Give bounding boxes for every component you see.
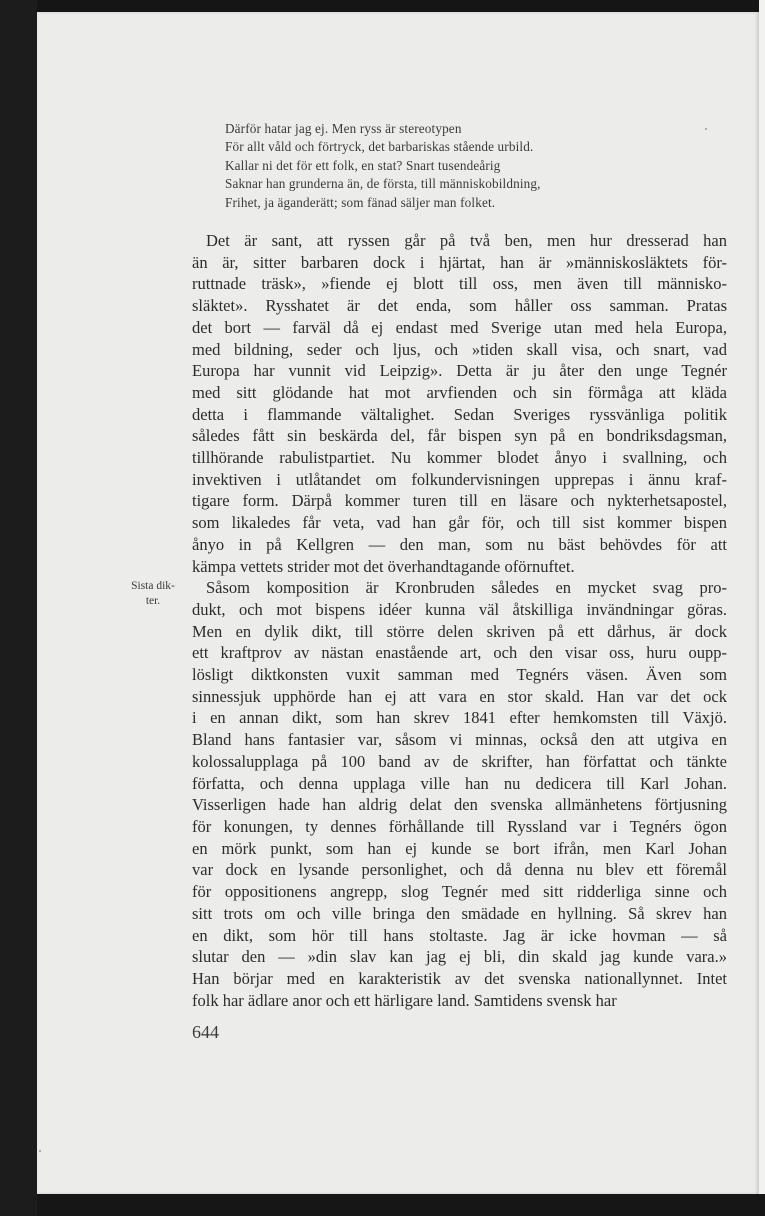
text-line: lösligt diktkonsten vuxit samman med Tegnérs väsen. Även som (192, 665, 727, 685)
text-line: Det är sant, att ryssen går på två ben, men hur dresserad han (206, 231, 727, 250)
body-text (192, 230, 727, 1011)
text-line: således fått sin beskärda del, får bispen syn på en bondriksdagsman, (192, 426, 727, 446)
text-line: ett kraftprov av nästan enastående art, och den visar oss, huru oupp- (192, 643, 727, 663)
text-line: Såsom komposition är Kronbruden således en mycket svag pro- (206, 578, 727, 598)
text-line: folk har ädlare anor och ett härligare land. Samtidens svensk har (192, 990, 617, 1010)
text-line: slutar den — »din slav kan jag ej bli, din skald jag kunde vara.» (192, 947, 727, 967)
scan-bottom-border (37, 1194, 765, 1216)
text-line: släktet». Rysshatet är det enda, som håller oss samman. Pratas (192, 296, 727, 316)
text-line: Han börjar med en karakteristik av det svenska nationallynnet. Intet (192, 968, 727, 988)
text-line: Bland hans fantasier var, såsom vi minnas, också den att utgiva en (192, 730, 727, 750)
text-line: ånyo in på Kellgren — den man, som nu bäst behövdes för att (192, 534, 727, 554)
text-line: Men en dylik dikt, till större delen skriven på ett dårhus, är dock (192, 621, 727, 641)
scan-top-border (37, 0, 765, 12)
poem-line: Därför hatar jag ej. Men ryss är stereotypen (225, 121, 462, 136)
text-line: var dock en lysande personlighet, och då denna nu blev ett föremål (192, 860, 727, 880)
page-number: 644 (192, 1022, 219, 1042)
text-line: än är, sitter barbaren dock i hjärtat, han är »människosläktets för- (192, 252, 727, 272)
margin-note (118, 579, 188, 609)
text-line: invektiven i utlåtandet om folkundervisningen upprepas i ännu kraf- (192, 469, 727, 489)
text-line: för konungen, ty dennes förhållande till Ryssland var i Tegnérs ögon (192, 816, 727, 836)
margin-note-line: Sista dik- (131, 580, 175, 592)
text-line: dukt, och mot bispens idéer kunna väl åtskilliga invändningar göras. (192, 599, 727, 619)
text-line: för oppositionens angrepp, slog Tegnér med sitt ridderliga sinne och (192, 882, 727, 902)
paper-speck (705, 128, 707, 130)
text-line: ruttnade träsk», »fiende ej blott till oss, men även till människo- (192, 274, 727, 294)
poem-line: Kallar ni det för ett folk, en stat? Snart tusendeårig (225, 157, 501, 173)
text-line: kolossalupplaga på 100 band av de skrifter, han författat och tänkte (192, 751, 727, 771)
text-line: en dikt, som hör till hans stoltaste. Jag är icke hovman — så (192, 925, 727, 945)
text-line: sinnessjuk upphörde han ej att vara en stor skald. Han var det ock (192, 686, 727, 706)
text-line: som likaledes får veta, vad han går för, och till sist kommer bispen (192, 513, 727, 533)
text-line: tillhörande rabulistpartiet. Nu kommer blodet ånyo i svallning, och (192, 448, 727, 468)
text-line: med sitt glödande hat mot arvfienden och sin förmåga att kläda (192, 382, 727, 402)
poem-quote (225, 120, 695, 212)
text-line: tigare form. Därpå kommer turen till en läsare och nykterhetsapostel, (192, 491, 727, 511)
poem-line: För allt våld och förtryck, det barbariskas stående urbild. (225, 139, 534, 155)
margin-note-line: ter. (145, 595, 161, 607)
text-line: sitt trots om och ville bringa den smädade en hyllning. Så skrev han (192, 903, 727, 923)
text-line: Visserligen hade han aldrig delat den svenska allmänhetens förtjusning (192, 795, 727, 815)
text-line: en mörk punkt, som han ej kunde se bort ifrån, men Karl Johan (192, 838, 727, 858)
text-line: detta i flammande vältalighet. Sedan Sveriges ryssvänliga politik (192, 404, 727, 424)
text-line: Europa har vunnit vid Leipzig». Detta är ju åter den unge Tegnér (192, 361, 727, 381)
paper-speck (39, 1150, 41, 1152)
poem-line: Saknar han grunderna än, de första, till människobildning, (225, 176, 541, 192)
text-line: med bildning, seder och ljus, och »tiden skall visa, och snart, vad (192, 339, 727, 359)
text-line: det bort — farväl då ej endast med Sverige utan med hela Europa, (192, 317, 727, 337)
text-line: författa, och denna upplaga ville han nu dedicera till Karl Johan. (192, 773, 727, 793)
text-line: i en annan dikt, som han skrev 1841 efter hemkomsten till Växjö. (192, 708, 727, 728)
text-line: kämpa vettets strider mot det överhandtagande oförnuftet. (192, 556, 575, 576)
poem-line: Frihet, ja äganderätt; som fänad säljer man folket. (225, 194, 496, 210)
page-edge (759, 0, 765, 1216)
